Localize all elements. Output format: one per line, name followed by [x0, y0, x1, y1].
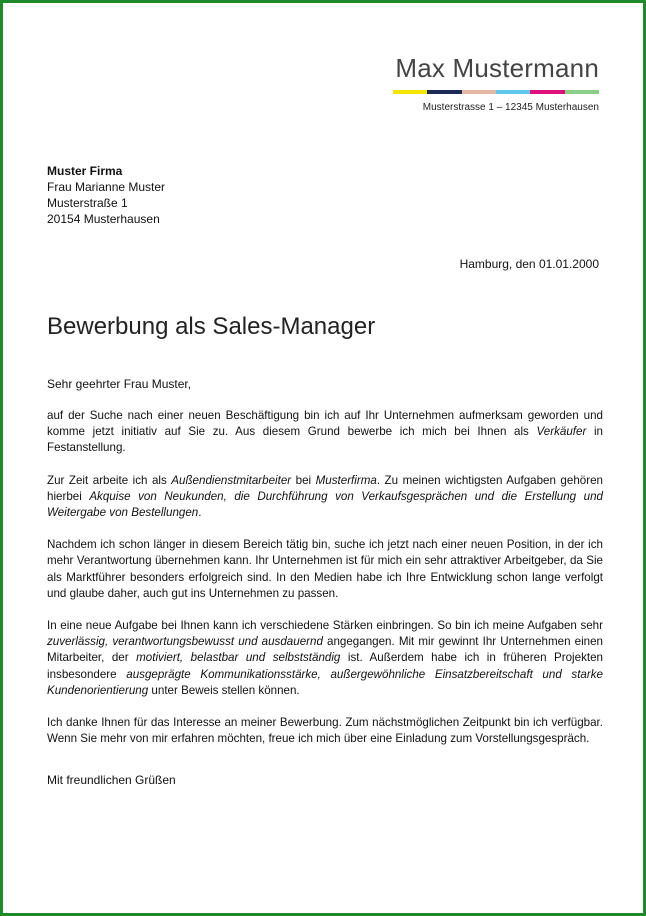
recipient-street: Musterstraße 1: [47, 196, 128, 210]
body-text: . Zu meinen wichtigsten Aufgaben gehören hierbei: [47, 473, 603, 503]
body-text: In eine neue Aufgabe bei Ihnen kann ich verschiedene Stärken einbringen. So bin ich meine Aufgaben sehr: [47, 619, 603, 633]
emphasis-text: Musterfirma: [315, 473, 377, 487]
body-text: Zur Zeit arbeite ich als: [47, 473, 172, 487]
body-text: bei: [291, 473, 316, 487]
emphasis-text: motiviert, belastbar und selbstständig: [136, 651, 341, 665]
body-paragraph: [47, 715, 603, 747]
closing-line: Mit freundlichen Grüßen: [47, 773, 176, 787]
recipient-block: [47, 163, 165, 227]
emphasis-text: zuverlässig, verantwortungsbewusst und ausdauernd: [47, 635, 323, 649]
recipient-company: Muster Firma: [47, 164, 123, 178]
body-paragraph: [47, 618, 603, 699]
color-bar-segment: [427, 90, 461, 94]
body-text: Nachdem ich schon länger in diesem Bereich tätig bin, suche ich jetzt nach einer neuen Position, in der ich mehr Verantwortung übernehmen kann. Ihr Unternehmen ist für mich ein sehr attraktiver Arbeitgeber, da Sie als Marktführer besonders erfolgreich sind. In den Medien habe ich Ihre Entwicklung schon lange verfolgt und glaube daher, auch gut ins Unternehmen zu passen.: [47, 538, 603, 600]
color-bar-segment: [393, 90, 427, 94]
color-bar: [393, 90, 599, 94]
sender-address: Musterstrasse 1 – 12345 Musterhausen: [422, 102, 599, 113]
body-text: angegangen. Mit mir gewinnt Ihr Unternehmen einen Mitarbeiter, der: [47, 635, 603, 665]
body-paragraph: [47, 473, 603, 522]
body-paragraph: [47, 408, 603, 457]
color-bar-segment: [530, 90, 564, 94]
color-bar-segment: [462, 90, 496, 94]
color-bar-segment: [496, 90, 530, 94]
salutation: Sehr geehrter Frau Muster,: [47, 377, 192, 391]
body-text: Ich danke Ihnen für das Interesse an meiner Bewerbung. Zum nächstmöglichen Zeitpunkt bin ich verfügbar. Wenn Sie mehr von mir erfahren möchten, freue ich mich über eine Einladung zum Vorstellungsgespräch.: [47, 716, 603, 746]
letter-body: [47, 408, 603, 763]
body-text: ist. Außerdem habe ich in früheren Projekten insbesondere: [47, 651, 603, 681]
body-paragraph: [47, 537, 603, 602]
emphasis-text: Akquise von Neukunden, die Durchführung von Verkaufsgesprächen und die Erstellung und Weitergabe von Bestellungen: [47, 489, 603, 520]
body-text: in Festanstellung.: [47, 425, 603, 455]
letter-subject: Bewerbung als Sales-Manager: [47, 313, 376, 340]
recipient-city: 20154 Musterhausen: [47, 212, 160, 226]
recipient-person: Frau Marianne Muster: [47, 180, 166, 194]
color-bar-segment: [565, 90, 599, 94]
sender-name: Max Mustermann: [395, 53, 599, 83]
body-text: .: [198, 506, 202, 520]
emphasis-text: Verkäufer: [536, 425, 587, 439]
body-text: auf der Suche nach einer neuen Beschäftigung bin ich auf Ihr Unternehmen aufmerksam geworden und komme jetzt initiativ auf Sie zu. Aus diesem Grund bewerbe ich mich bei Ihnen als: [47, 409, 603, 439]
emphasis-text: Außendienstmitarbeiter: [171, 473, 292, 487]
emphasis-text: ausgeprägte Kommunikationsstärke, außergewöhnliche Einsatzbereitschaft und starke Kundenorientierung: [47, 667, 603, 697]
body-text: unter Beweis stellen können.: [148, 683, 300, 697]
letter-date: Hamburg, den 01.01.2000: [459, 257, 599, 271]
